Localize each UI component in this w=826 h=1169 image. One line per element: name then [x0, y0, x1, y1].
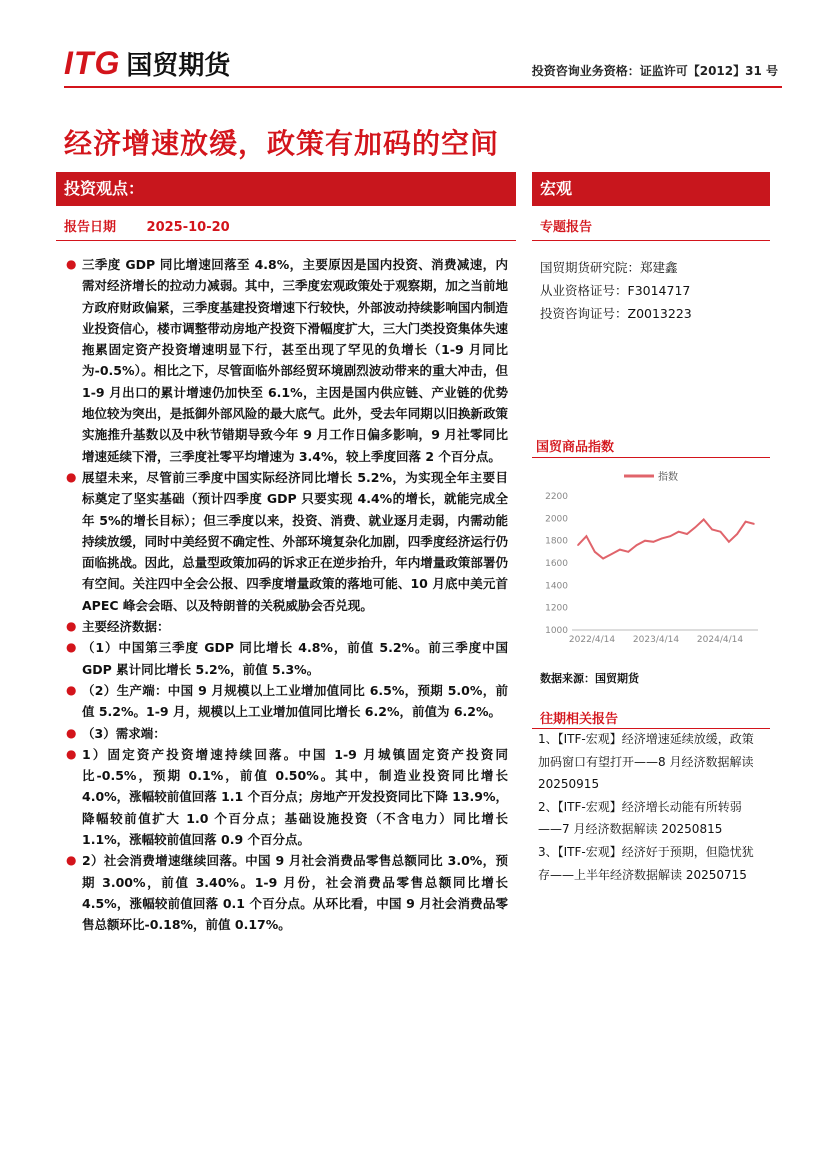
related-report-item[interactable]: 1、【ITF-宏观】经济增速延续放缓，政策加码窗口有望打开——8 月经济数据解读 20250915: [538, 732, 754, 792]
x-tick-label: 2023/4/14: [632, 635, 680, 645]
related-reports-title: 往期相关报告: [540, 712, 619, 727]
data-point: [686, 533, 688, 535]
y-tick-label: 1800: [545, 536, 568, 547]
bullet-icon: ●: [66, 682, 77, 697]
related-report-item[interactable]: 2、【ITF-宏观】经济增长动能有所转弱——7 月经济数据解读 20250815: [538, 799, 742, 837]
data-point: [619, 549, 621, 551]
bullet-icon: ●: [66, 640, 77, 655]
chart-title-divider: [532, 457, 770, 458]
data-point: [753, 523, 755, 525]
paragraph-text: 展望未来，尽管前三季度中国实际经济同比增长 5.2%，为实现全年主要目标奠定了坚实基础（预计四季度 GDP 只要实现 4.4%的增长，就能完成全年 5%的增长目标）；但三季度以来，投资、消费、就业逐月走弱，内需动能持续放缓，同时中美经贸不确定性、外部环境复杂化加剧，四季度经济运行仍面临挑战。因此，总量型政策加码的诉求正在逆步抬升，年内增量政策部署仍有空间。关注四中全会公报、四季度增量政策的落地可能、10 月底中美元首 APEC 峰会会晤、以及特朗普的关税威胁会否兑现。: [82, 469, 508, 613]
paragraph-text: 主要经济数据：: [82, 619, 170, 635]
bullet-icon: ●: [66, 746, 77, 761]
report-date-value: 2025-10-20: [146, 220, 230, 235]
content-paragraph: [64, 850, 508, 935]
chart-svg: [538, 460, 768, 648]
data-point: [678, 531, 680, 533]
bullet-icon: ●: [66, 619, 77, 634]
data-point: [728, 541, 730, 543]
data-point: [661, 538, 663, 540]
paragraph-text: （3）需求端：: [82, 725, 166, 741]
series-line: [578, 520, 754, 559]
data-point: [736, 533, 738, 535]
logo-cn-text: 国贸期货: [126, 50, 231, 81]
y-tick-label: 1200: [545, 603, 568, 614]
data-point: [653, 541, 655, 543]
commodity-index-chart: [538, 460, 768, 648]
content-paragraph: [64, 616, 508, 637]
paragraph-text: 2）社会消费增速继续回落。中国 9 月社会消费品零售总额同比 3.0%，预期 3.00%，前值 3.40%。1-9 月份，社会消费品零售总额同比增长 4.5%，涨幅较前值回落 0.1 个百分点。从环比看，中国 9 月社会消费品零售总额环比-0.18%，前值 0.17%。: [82, 853, 508, 933]
content-paragraph: [64, 254, 508, 467]
y-tick-label: 2000: [545, 514, 568, 525]
data-source: 数据来源：国贸期货: [540, 672, 639, 685]
data-point: [745, 521, 747, 523]
chart-section-title: 国贸商品指数: [536, 440, 615, 455]
data-point: [669, 535, 671, 537]
data-point: [711, 529, 713, 531]
date-divider: [56, 240, 516, 241]
main-content: [64, 254, 508, 936]
paragraph-text: （2）生产端：中国 9 月规模以上工业增加值同比 6.5%，预期 5.0%，前值 5.2%。1-9 月，规模以上工业增加值同比增长 6.2%，前值为 6.2%。: [82, 682, 508, 720]
paragraph-text: 1）固定资产投资增速持续回落。中国 1-9 月城镇固定资产投资同比-0.5%，预期 0.1%，前值 0.50%。其中，制造业投资同比增长 4.0%，涨幅较前值回落 1.1 个百分点；房地产开发投资同比下降 13.9%，降幅较前值扩大 1.0 个百分点；基础设施投资（不含电力）同比增长 1.1%，涨幅较前值回落 0.9 个百分点。: [82, 746, 508, 848]
y-tick-label: 1600: [545, 559, 568, 569]
content-paragraph: [64, 744, 508, 850]
data-point: [602, 558, 604, 560]
y-tick-label: 2200: [545, 492, 568, 502]
report-type-divider: [532, 240, 770, 241]
content-paragraph: [64, 723, 508, 744]
analyst-info: [540, 256, 692, 325]
data-point: [695, 526, 697, 528]
content-paragraph: [64, 467, 508, 616]
report-type: 专题报告: [540, 220, 593, 235]
bullet-icon: ●: [66, 257, 77, 271]
x-tick-label: 2024/4/14: [696, 635, 744, 645]
y-tick-label: 1400: [545, 581, 568, 592]
data-point: [627, 551, 629, 553]
x-tick-label: 2022/4/14: [568, 635, 616, 645]
bullet-icon: ●: [66, 469, 77, 484]
report-date: [64, 216, 230, 235]
data-point: [577, 544, 579, 546]
header-divider: [64, 86, 782, 88]
logo-itg-text: ITG: [64, 44, 121, 81]
legend-label: 指数: [658, 472, 678, 483]
analyst-name: 国贸期货研究院：郑建鑫: [540, 260, 678, 275]
data-point: [703, 519, 705, 521]
data-point: [611, 553, 613, 555]
paragraph-text: 三季度 GDP 同比增速回落至 4.8%，主要原因是国内投资、消费减速，内需对经济增长的拉动力减弱。其中，三季度宏观政策处于观察期，加之当前地方政府财政偏紧，三季度基建投资增速下行较快，外部波动持续影响国内制造业投资信心，楼市调整带动房地产投资下滑幅度扩大，三大门类投资集体失速拖累固定资产投资增速明显下行，甚至出现了罕见的负增长（1-9 月同比为-0.5%）。相比之下，尽管面临外部经贸环境剧烈波动带来的重大冲击，但 1-9 月出口的累计增速仍加快至 6.1%，主因是国内供应链、产业链的优势地位较为突出，是抵御外部风险的最大底气。此外，受去年同期以旧换新政策实施推升基数以及中秋节错期导致今年 9 月工作日偏多影响，9 月社零同比增速延续下滑，三季度社零平均增速为 3.4%，较上季度回落 2 个百分点。: [82, 257, 508, 464]
related-report-item[interactable]: 3、【ITF-宏观】经济好于预期，但隐忧犹存——上半年经济数据解读 20250715: [538, 844, 754, 882]
content-paragraph: [64, 680, 508, 723]
company-logo: [64, 46, 230, 80]
data-point: [636, 544, 638, 546]
bullet-icon: ●: [66, 853, 77, 868]
analyst-qualification: 从业资格证号：F3014717: [540, 283, 691, 298]
data-point: [594, 551, 596, 553]
bullet-icon: ●: [66, 725, 77, 740]
paragraph-text: （1）中国第三季度 GDP 同比增长 4.8%，前值 5.2%。前三季度中国 GDP 累计同比增长 5.2%，前值 5.3%。: [82, 640, 508, 677]
y-tick-label: 1000: [545, 626, 568, 636]
license-text: 投资咨询业务资格：证监许可【2012】31 号: [531, 64, 778, 78]
data-point: [720, 531, 722, 533]
report-title: 经济增速放缓，政策有加码的空间: [64, 127, 500, 160]
related-reports-list: [538, 728, 764, 886]
analyst-license: 投资咨询证号：Z0013223: [540, 306, 692, 321]
section-bar-views: 投资观点：: [56, 172, 516, 206]
report-date-label: 报告日期: [64, 220, 117, 235]
data-point: [644, 540, 646, 542]
data-point: [586, 535, 588, 537]
section-bar-category: 宏观: [532, 172, 770, 206]
content-paragraph: [64, 637, 508, 680]
